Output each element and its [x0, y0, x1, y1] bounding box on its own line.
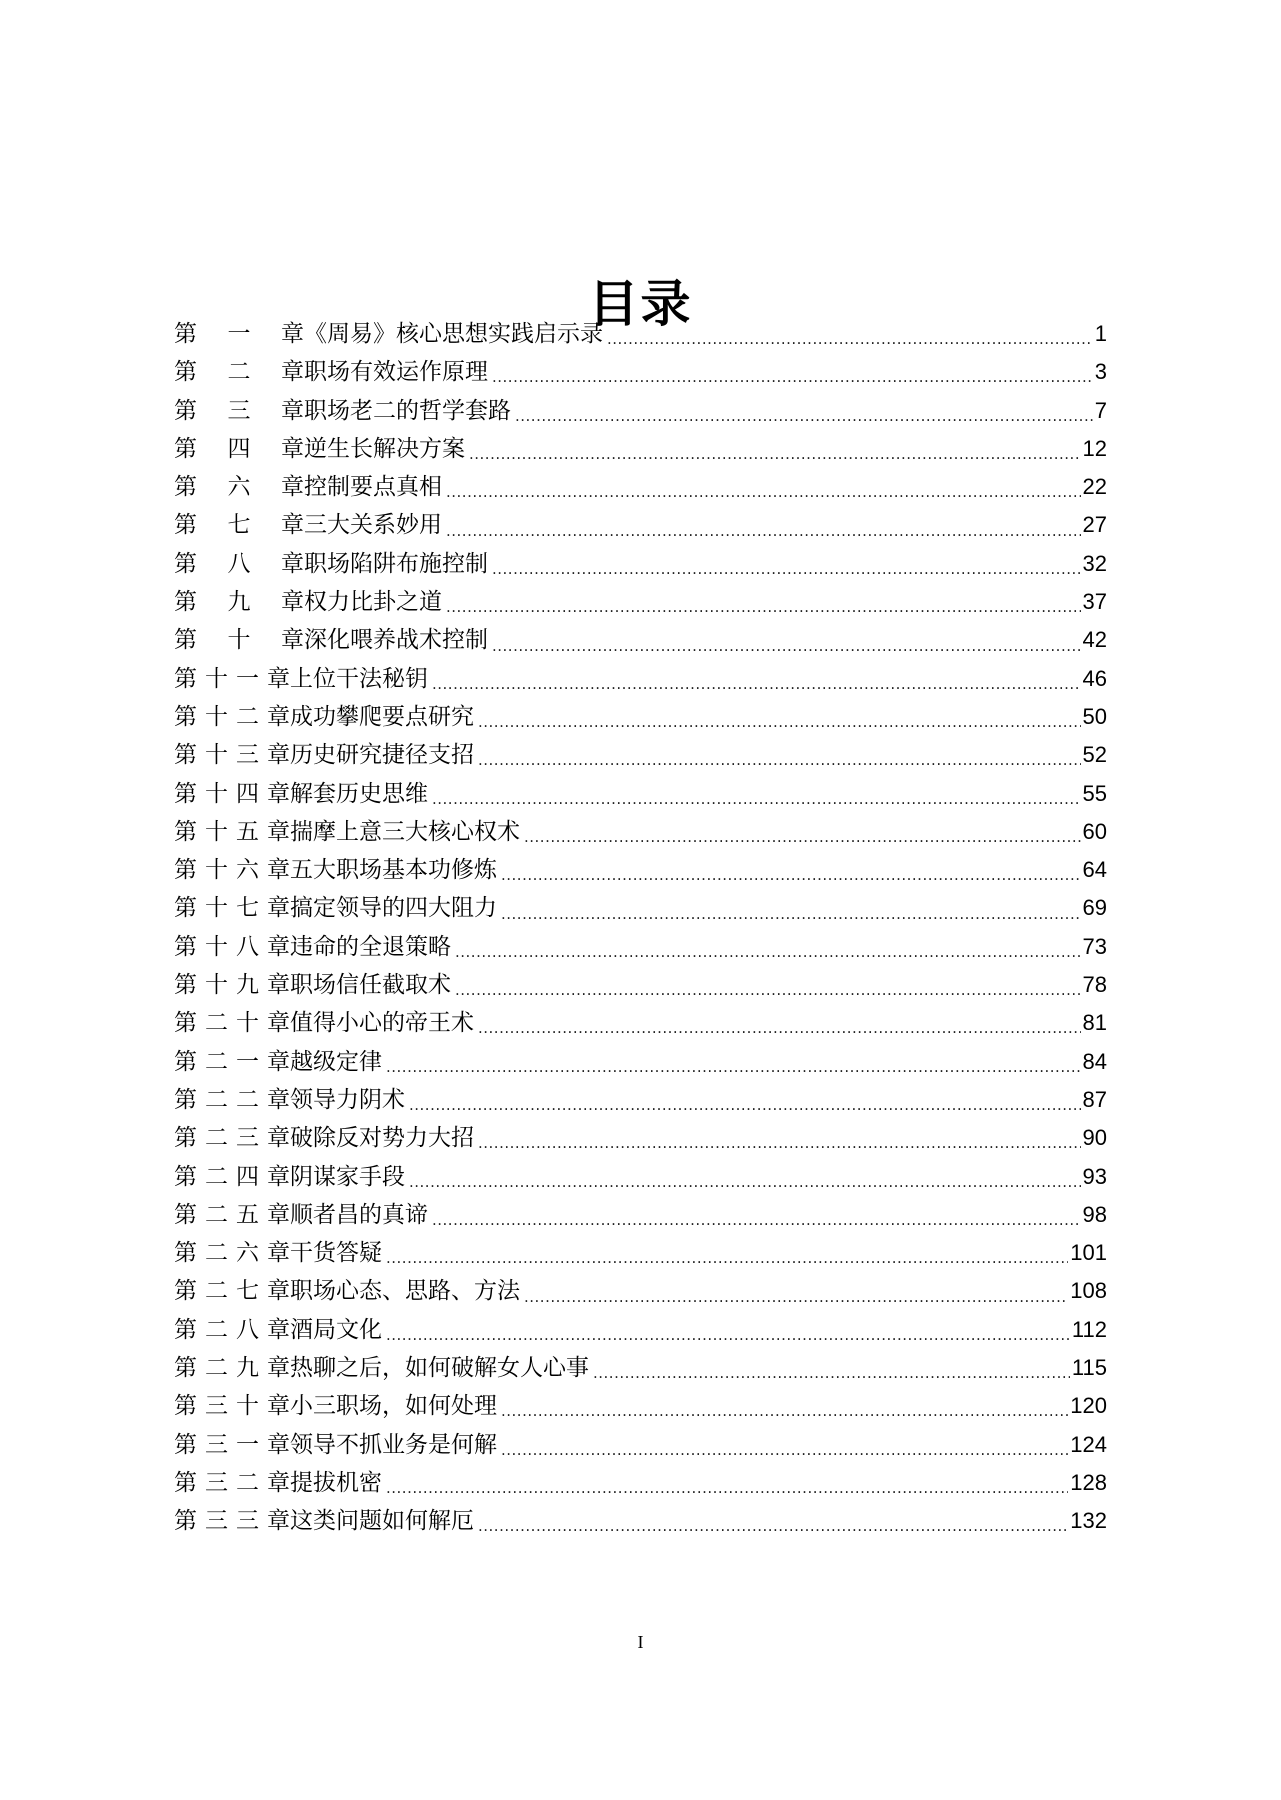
chapter-number: 第三二章 [174, 1469, 290, 1496]
chapter-number: 第十三章 [174, 742, 290, 769]
dot-leader [469, 434, 1081, 464]
chapter-number: 第二四章 [174, 1163, 290, 1190]
page-number: 32 [1082, 550, 1107, 576]
chapter-number: 第十二章 [174, 703, 290, 730]
toc-entry[interactable] [174, 1464, 1107, 1502]
dot-leader [432, 779, 1081, 809]
page-number: 1 [1094, 321, 1107, 346]
chapter-title: 控制要点真相 [304, 474, 442, 501]
page-number: 37 [1082, 589, 1107, 615]
dot-leader [478, 1008, 1081, 1038]
chapter-title: 酒局文化 [290, 1316, 382, 1343]
dot-leader [593, 1353, 1070, 1383]
toc-entry[interactable] [174, 315, 1107, 353]
chapter-number: 第十八章 [174, 933, 290, 960]
toc-entry[interactable] [174, 851, 1107, 889]
chapter-title: 这类问题如何解厄 [290, 1508, 474, 1535]
chapter-title: 权力比卦之道 [304, 589, 442, 616]
chapter-title: 逆生长解决方案 [304, 435, 465, 462]
chapter-title: 提拔机密 [290, 1469, 382, 1496]
chapter-title: 领导力阴术 [290, 1086, 405, 1113]
toc-entry[interactable] [174, 353, 1107, 391]
toc-entry[interactable] [174, 1004, 1107, 1042]
chapter-title: 小三职场，如何处理 [290, 1393, 497, 1420]
page-number: 81 [1082, 1010, 1107, 1036]
page-number: 69 [1082, 895, 1107, 921]
dot-leader [455, 932, 1081, 962]
toc-entry[interactable] [174, 1158, 1107, 1196]
folio-page-number: I [637, 1632, 644, 1652]
chapter-number: 第三三章 [174, 1508, 290, 1535]
page-number: 128 [1070, 1469, 1107, 1495]
toc-entry[interactable] [174, 468, 1107, 506]
chapter-number: 第十一章 [174, 665, 290, 692]
dot-leader [515, 396, 1093, 426]
dot-leader [501, 894, 1081, 924]
dot-leader [409, 1085, 1081, 1115]
toc-entry[interactable] [174, 1119, 1107, 1157]
toc-entry[interactable] [174, 889, 1107, 927]
chapter-title: 上位干法秘钥 [290, 665, 428, 692]
page-number: 87 [1082, 1086, 1107, 1112]
dot-leader [478, 1506, 1068, 1536]
page-number: 42 [1082, 627, 1107, 653]
chapter-title: 三大关系妙用 [304, 512, 442, 539]
dot-leader [386, 1047, 1081, 1077]
chapter-number: 第二章 [174, 359, 304, 386]
chapter-number: 第十四章 [174, 780, 290, 807]
chapter-title: 历史研究捷径支招 [290, 742, 474, 769]
chapter-title: 揣摩上意三大核心权术 [290, 818, 520, 845]
chapter-title: 值得小心的帝王术 [290, 1010, 474, 1037]
dot-leader [478, 1123, 1081, 1153]
dot-leader [501, 1391, 1068, 1421]
page-number: 3 [1094, 359, 1107, 385]
chapter-title: 热聊之后，如何破解女人心事 [290, 1355, 589, 1382]
chapter-number: 第九章 [174, 589, 304, 616]
chapter-title: 职场陷阱布施控制 [304, 550, 488, 577]
chapter-number: 第二三章 [174, 1125, 290, 1152]
page-number: 64 [1082, 857, 1107, 883]
chapter-title: 干货答疑 [290, 1240, 382, 1267]
page-number: 98 [1082, 1201, 1107, 1227]
page-title: 目录 [588, 274, 693, 333]
dot-leader [501, 855, 1081, 885]
toc-entry[interactable] [174, 1502, 1107, 1540]
page-number: 132 [1070, 1508, 1107, 1534]
dot-leader [432, 664, 1081, 694]
dot-leader [524, 817, 1081, 847]
chapter-title: 职场心态、思路、方法 [290, 1278, 520, 1305]
dot-leader [446, 472, 1081, 502]
dot-leader [386, 1315, 1070, 1345]
page-number: 108 [1070, 1278, 1107, 1304]
chapter-title: 解套历史思维 [290, 780, 428, 807]
chapter-number: 第十七章 [174, 895, 290, 922]
page-number: 46 [1082, 665, 1107, 691]
toc-entry[interactable] [174, 1349, 1107, 1387]
toc-entry[interactable] [174, 736, 1107, 774]
toc-entry[interactable] [174, 1272, 1107, 1310]
chapter-title: 五大职场基本功修炼 [290, 857, 497, 884]
chapter-number: 第十章 [174, 627, 304, 654]
chapter-number: 第二一章 [174, 1048, 290, 1075]
dot-leader [455, 970, 1081, 1000]
chapter-number: 第三一章 [174, 1431, 290, 1458]
dot-leader [478, 702, 1081, 732]
dot-leader [478, 740, 1081, 770]
chapter-title: 顺者昌的真谛 [290, 1201, 428, 1228]
page-number: 27 [1082, 512, 1107, 538]
page-number: 60 [1082, 818, 1107, 844]
dot-leader [386, 1238, 1068, 1268]
chapter-number: 第二二章 [174, 1086, 290, 1113]
page-number: 115 [1071, 1355, 1107, 1381]
toc-entry[interactable] [174, 1426, 1107, 1464]
chapter-title: 越级定律 [290, 1048, 382, 1075]
chapter-number: 第二八章 [174, 1316, 290, 1343]
toc-entry[interactable] [174, 1387, 1107, 1425]
toc-entry[interactable] [174, 813, 1107, 851]
page-number: 52 [1082, 742, 1107, 768]
chapter-number: 第二九章 [174, 1355, 290, 1382]
toc-entry[interactable] [174, 1081, 1107, 1119]
dot-leader [386, 1468, 1068, 1498]
dot-leader [492, 549, 1081, 579]
toc-entry[interactable] [174, 1043, 1107, 1081]
chapter-title: 职场老二的哲学套路 [304, 397, 511, 424]
toc-entry[interactable] [174, 430, 1107, 468]
page-number: 101 [1070, 1240, 1107, 1266]
toc-entry[interactable] [174, 621, 1107, 659]
page-number: 93 [1082, 1163, 1107, 1189]
chapter-title: 阴谋家手段 [290, 1163, 405, 1190]
chapter-number: 第二七章 [174, 1278, 290, 1305]
chapter-number: 第八章 [174, 550, 304, 577]
chapter-number: 第十五章 [174, 818, 290, 845]
page-number: 73 [1082, 933, 1107, 959]
chapter-number: 第二五章 [174, 1201, 290, 1228]
page-number: 84 [1082, 1048, 1107, 1074]
chapter-title: 职场信任截取术 [290, 972, 451, 999]
chapter-title: 《周易》核心思想实践启示录 [304, 321, 603, 347]
page-number: 124 [1070, 1431, 1107, 1457]
toc-entry[interactable] [174, 928, 1107, 966]
toc-entry[interactable] [174, 1234, 1107, 1272]
chapter-number: 第六章 [174, 474, 304, 501]
chapter-number: 第七章 [174, 512, 304, 539]
chapter-number: 第四章 [174, 435, 304, 462]
toc-entry[interactable] [174, 698, 1107, 736]
page-number: 22 [1082, 474, 1107, 500]
chapter-number: 第三十章 [174, 1393, 290, 1420]
table-of-contents [174, 315, 1107, 1541]
chapter-title: 搞定领导的四大阻力 [290, 895, 497, 922]
chapter-title: 违命的全退策略 [290, 933, 451, 960]
page-number: 90 [1082, 1125, 1107, 1151]
chapter-title: 深化喂养战术控制 [304, 627, 488, 654]
toc-entry[interactable] [174, 583, 1107, 621]
toc-entry[interactable] [174, 660, 1107, 698]
dot-leader [492, 357, 1093, 387]
dot-leader [524, 1277, 1068, 1307]
chapter-number: 第三章 [174, 397, 304, 424]
dot-leader [446, 511, 1081, 541]
page-number: 12 [1082, 435, 1107, 461]
dot-leader [607, 319, 1093, 349]
toc-entry[interactable] [174, 1196, 1107, 1234]
page-number: 50 [1082, 703, 1107, 729]
page-number: 112 [1071, 1316, 1107, 1342]
chapter-number: 第二六章 [174, 1240, 290, 1267]
dot-leader [432, 1200, 1081, 1230]
chapter-number: 第一章 [174, 321, 304, 347]
page-number: 55 [1082, 780, 1107, 806]
chapter-number: 第二十章 [174, 1010, 290, 1037]
dot-leader [501, 1430, 1068, 1460]
chapter-title: 领导不抓业务是何解 [290, 1431, 497, 1458]
toc-entry[interactable] [174, 966, 1107, 1004]
chapter-title: 成功攀爬要点研究 [290, 703, 474, 730]
chapter-number: 第十九章 [174, 972, 290, 999]
toc-entry[interactable] [174, 775, 1107, 813]
chapter-title: 破除反对势力大招 [290, 1125, 474, 1152]
page-number: 120 [1070, 1393, 1107, 1419]
dot-leader [409, 1162, 1081, 1192]
toc-entry[interactable] [174, 1311, 1107, 1349]
toc-entry[interactable] [174, 506, 1107, 544]
page-number: 78 [1082, 972, 1107, 998]
toc-entry[interactable] [174, 545, 1107, 583]
page-number: 7 [1094, 397, 1107, 423]
chapter-title: 职场有效运作原理 [304, 359, 488, 386]
dot-leader [446, 587, 1081, 617]
toc-entry[interactable] [174, 392, 1107, 430]
dot-leader [492, 626, 1081, 656]
chapter-number: 第十六章 [174, 857, 290, 884]
